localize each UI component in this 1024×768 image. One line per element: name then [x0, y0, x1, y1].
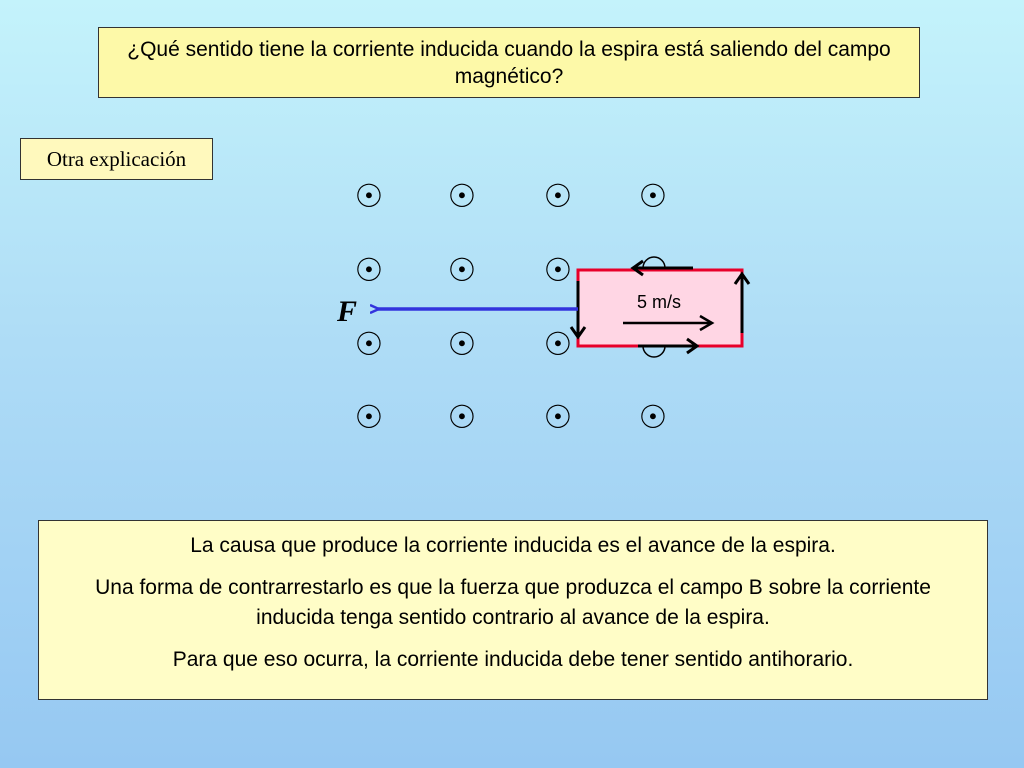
velocity-label: 5 m/s: [636, 292, 682, 312]
field-out-symbol: ☉: [543, 325, 573, 363]
field-out-symbol: ☉: [543, 177, 573, 215]
field-out-symbol: ☉: [447, 251, 477, 289]
question-text: ¿Qué sentido tiene la corriente inducida cuando la espira está saliendo del campo magnético?: [127, 37, 891, 88]
field-out-symbol: ☉: [638, 177, 668, 215]
explanation-line-2: Una forma de contrarrestarlo es que la fuerza que produzca el campo B sobre la corriente inducida tenga sentido contrario al avance de la espira.: [95, 576, 931, 629]
field-out-symbol: ☉: [638, 398, 668, 436]
other-explanation-label: Otra explicación: [46, 146, 187, 171]
hidden-field-symbol-top: [643, 257, 665, 268]
field-out-symbol: ☉: [354, 398, 384, 436]
field-out-symbol: ☉: [543, 398, 573, 436]
explanation-line-1: La causa que produce la corriente inducida es el avance de la espira.: [190, 534, 836, 557]
field-out-symbol: ☉: [354, 177, 384, 215]
force-label: F: [336, 295, 358, 328]
field-out-symbol: ☉: [447, 398, 477, 436]
field-out-symbol: ☉: [354, 251, 384, 289]
explanation-line-3: Para que eso ocurra, la corriente inducida debe tener sentido antihorario.: [172, 648, 854, 671]
field-out-symbol: ☉: [543, 251, 573, 289]
hidden-field-symbol-bottom: [643, 346, 665, 357]
field-out-symbol: ☉: [354, 325, 384, 363]
field-out-symbol: ☉: [447, 177, 477, 215]
field-out-symbol: ☉: [447, 325, 477, 363]
explanation-box: [38, 520, 988, 700]
